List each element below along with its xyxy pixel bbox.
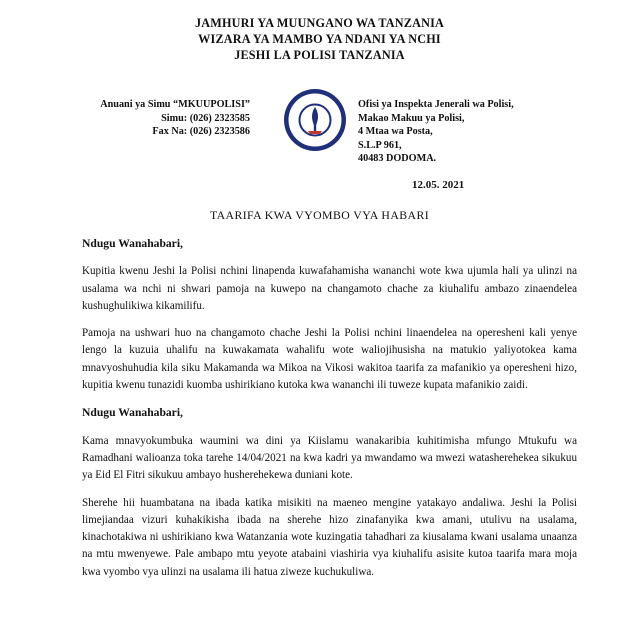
header-ministry: WIZARA YA MAMBO YA NDANI YA NCHI: [198, 32, 441, 46]
fax-number: Fax Na: (026) 2323586: [152, 126, 250, 138]
crest-top-text: TANZANIA: [296, 93, 334, 108]
phone-number: Simu: (026) 2323585: [161, 112, 250, 124]
street-line: 4 Mtaa wa Posta,: [358, 126, 433, 138]
contact-right-block: [358, 98, 578, 166]
header-republic: JAMHURI YA MUUNGANO WA TANZANIA: [194, 16, 445, 30]
telegram-address: Anuani ya Simu “MKUUPOLISI”: [100, 99, 250, 110]
paragraph: Pamoja na ushwari huo na changamoto chache Jeshi la Polisi nchini linaendelea na operesheni kali yenye lengo la kuzuia uhalifu na kuwakamata wahalifu wote waliojihusisha na matukio yaliyotokea kama mnavyoshuhudia kila siku Makamanda wa Mikoa na Vikosi wakitoa taarifa za mafanikio ya operesheni hizo, kupitia kwenu tunazidi kuomba ushirikiano kutoka kwa wananchi ili tuweze kupata mafanikio zaidi.: [82, 327, 577, 392]
document-title: TAARIFA KWA VYOMBO VYA HABARI: [209, 208, 430, 222]
salutation: Ndugu Wanahabari,: [82, 406, 183, 420]
crest-base-icon: [308, 131, 322, 134]
paragraph: Sherehe hii huambatana na ibada katika misikiti na maeneo mengine yatakayo andaliwa. Jeshi la Polisi limejiandaa vizuri kuhakikisha ibada na sherehe hizo zinafanyika kwa amani, utulivu na usalama, kinachotakiwa ni ushirikiano kwa Watanzania wote kuzingatia tahadhari za kiusalama kwani usalama unaanza na mtu mwenyewe. Pale ambapo mtu yeyote atabaini viashiria vya kiuhalifu asisite kutoa taarifa mara moja kwa vyombo vya ulinzi na usalama ili hatua ziweze kuchukuliwa.: [82, 496, 577, 578]
header-police: JESHI LA POLISI TANZANIA: [234, 48, 405, 62]
office-line: Ofisi ya Inspekta Jenerali wa Polisi,: [358, 99, 514, 110]
headquarters-line: Makao Makuu ya Polisi,: [358, 112, 465, 124]
city-line: 40483 DODOMA.: [358, 153, 437, 165]
letter-date: 12.05. 2021: [412, 179, 465, 191]
salutation: Ndugu Wanahabari,: [82, 237, 183, 250]
paragraph: Kupitia kwenu Jeshi la Polisi nchini linapenda kuwafahamisha wananchi wote kwa ujumla hali ya ulinzi na usalama wa nchi ni shwari pamoja na kuwepo na changamoto chache za kiuhalifu ambazo zinaendelea kushughulikiwa kikamilifu.: [82, 265, 577, 312]
contact-left-block: [70, 98, 250, 139]
police-crest-logo: [282, 87, 348, 153]
crest-bottom-text: USALAMA WA RAIA: [293, 130, 337, 148]
po-box-line: S.L.P 961,: [358, 139, 402, 151]
letterhead: [0, 15, 639, 63]
letter-body: [82, 235, 577, 591]
paragraph: Kama mnavyokumbuka waumini wa dini ya Kiislamu wanakaribia kuhitimisha mfungo Mtukufu wa Ramadhani walioanza toka tarehe 14/04/2021 na kwa kadri ya mwandamo wa mwezi watasherehekea sikukuu ya Eid El Fitri sikukuu ambayo husherehekewa duniani kote.: [82, 434, 577, 482]
